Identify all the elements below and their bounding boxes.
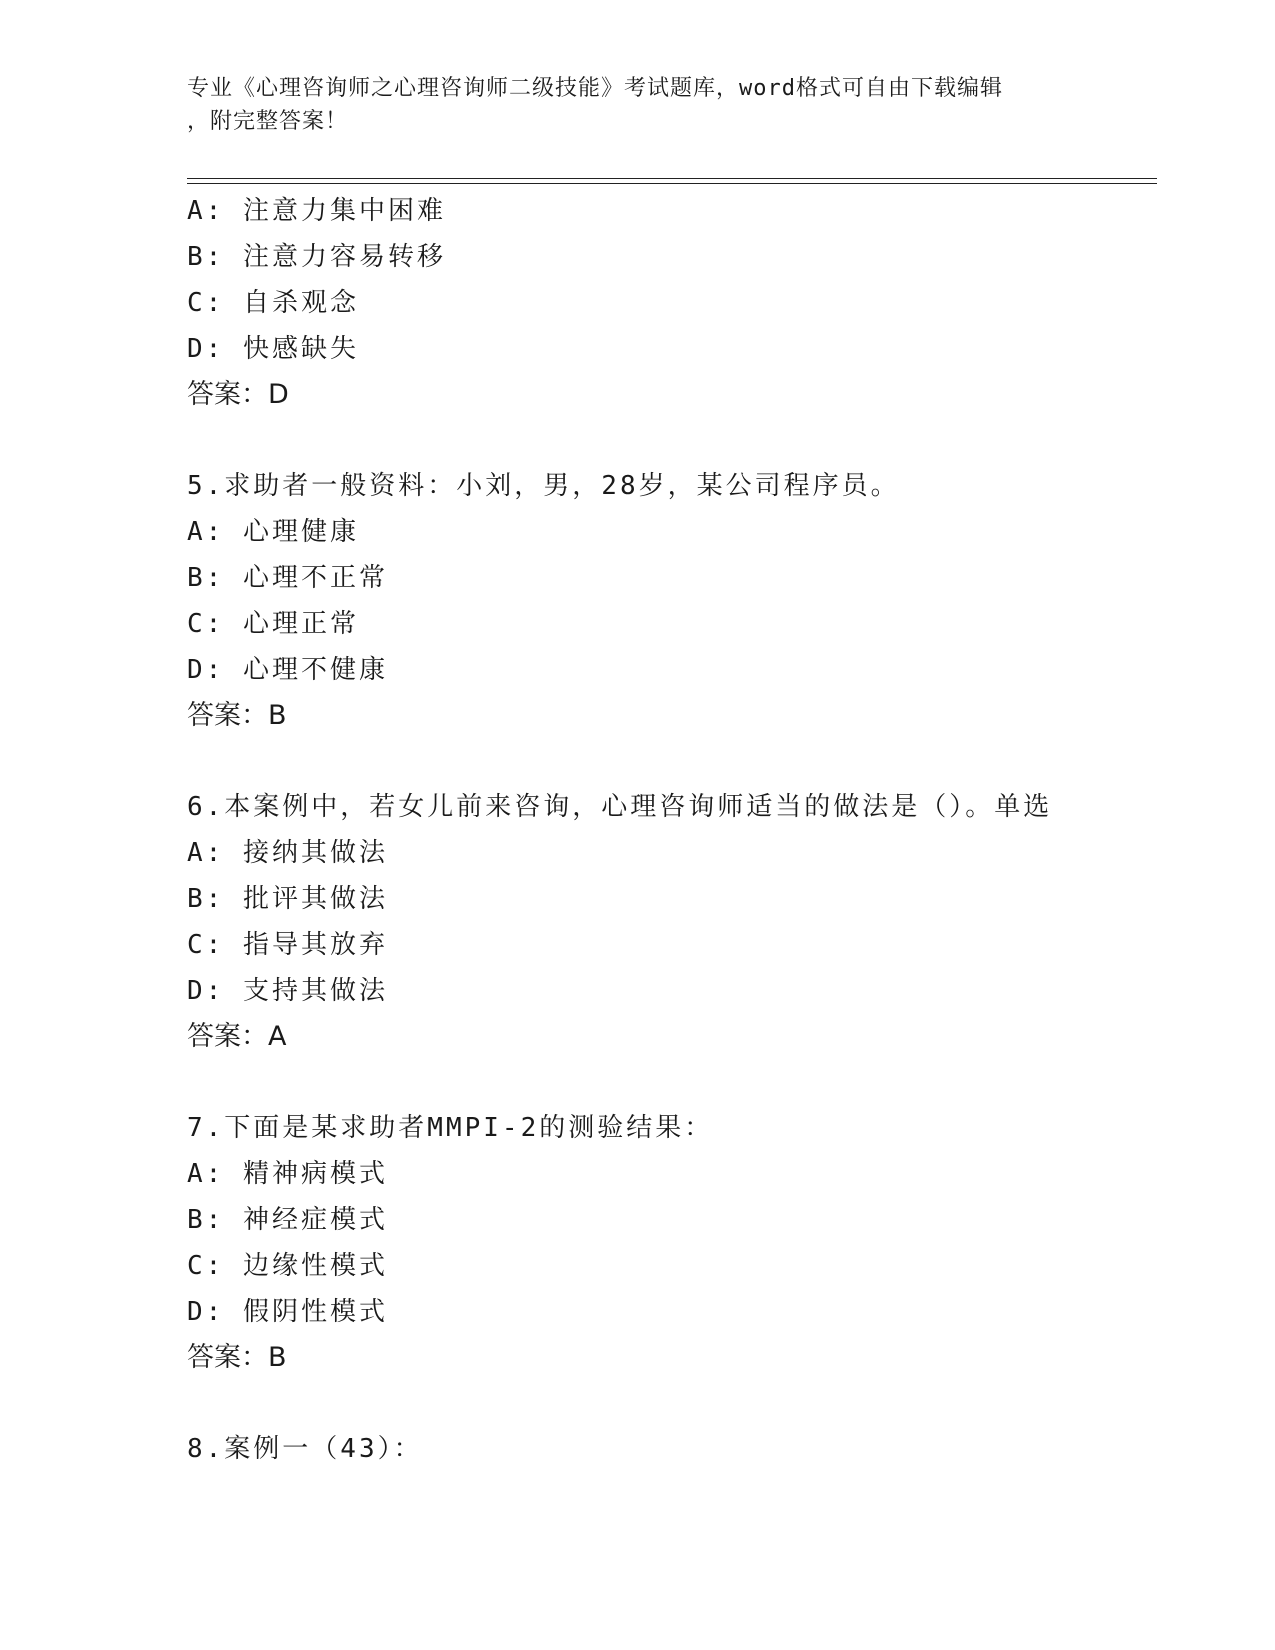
spacer bbox=[187, 418, 1167, 463]
option-a: A: 接纳其做法 bbox=[187, 838, 388, 868]
option-a: A: 精神病模式 bbox=[187, 1159, 388, 1189]
question-item bbox=[187, 188, 1167, 418]
spacer bbox=[187, 739, 1167, 784]
answer-line: 答案：B bbox=[187, 1342, 287, 1373]
question-item bbox=[187, 463, 1167, 739]
question-stem: 6.本案例中，若女儿前来咨询，心理咨询师适当的做法是（）。单选 bbox=[187, 792, 1053, 822]
option-d: D: 心理不健康 bbox=[187, 655, 388, 685]
option-d: D: 假阴性模式 bbox=[187, 1297, 388, 1327]
option-c: C: 指导其放弃 bbox=[187, 930, 388, 960]
answer-line: 答案：A bbox=[187, 1021, 287, 1052]
option-d: D: 支持其做法 bbox=[187, 976, 388, 1006]
answer-line: 答案：B bbox=[187, 700, 287, 731]
option-c: C: 心理正常 bbox=[187, 609, 359, 639]
option-b: B: 心理不正常 bbox=[187, 563, 388, 593]
question-list bbox=[187, 188, 1167, 1472]
option-a: A: 心理健康 bbox=[187, 517, 359, 547]
option-b: B: 神经症模式 bbox=[187, 1205, 388, 1235]
question-item bbox=[187, 1426, 1167, 1472]
option-a: A: 注意力集中困难 bbox=[187, 196, 446, 226]
spacer bbox=[187, 1381, 1167, 1426]
option-b: B: 批评其做法 bbox=[187, 884, 388, 914]
header-line-2: ，附完整答案！ bbox=[187, 109, 349, 134]
option-c: C: 边缘性模式 bbox=[187, 1251, 388, 1281]
question-item bbox=[187, 784, 1167, 1060]
answer-line: 答案：D bbox=[187, 379, 289, 410]
spacer bbox=[187, 1060, 1167, 1105]
header-line-1: 专业《心理咨询师之心理咨询师二级技能》考试题库，word格式可自由下载编辑 bbox=[187, 76, 1003, 101]
document-header bbox=[187, 72, 1087, 138]
option-b: B: 注意力容易转移 bbox=[187, 242, 446, 272]
question-stem: 7.下面是某求助者MMPI-2的测验结果： bbox=[187, 1113, 714, 1143]
option-d: D: 快感缺失 bbox=[187, 334, 359, 364]
question-stem: 5.求助者一般资料：小刘，男，28岁，某公司程序员。 bbox=[187, 471, 900, 501]
option-c: C: 自杀观念 bbox=[187, 288, 359, 318]
question-stem: 8.案例一（43）： bbox=[187, 1434, 423, 1464]
header-rule-top bbox=[187, 178, 1157, 179]
question-item bbox=[187, 1105, 1167, 1381]
header-rule-bottom bbox=[187, 183, 1157, 184]
